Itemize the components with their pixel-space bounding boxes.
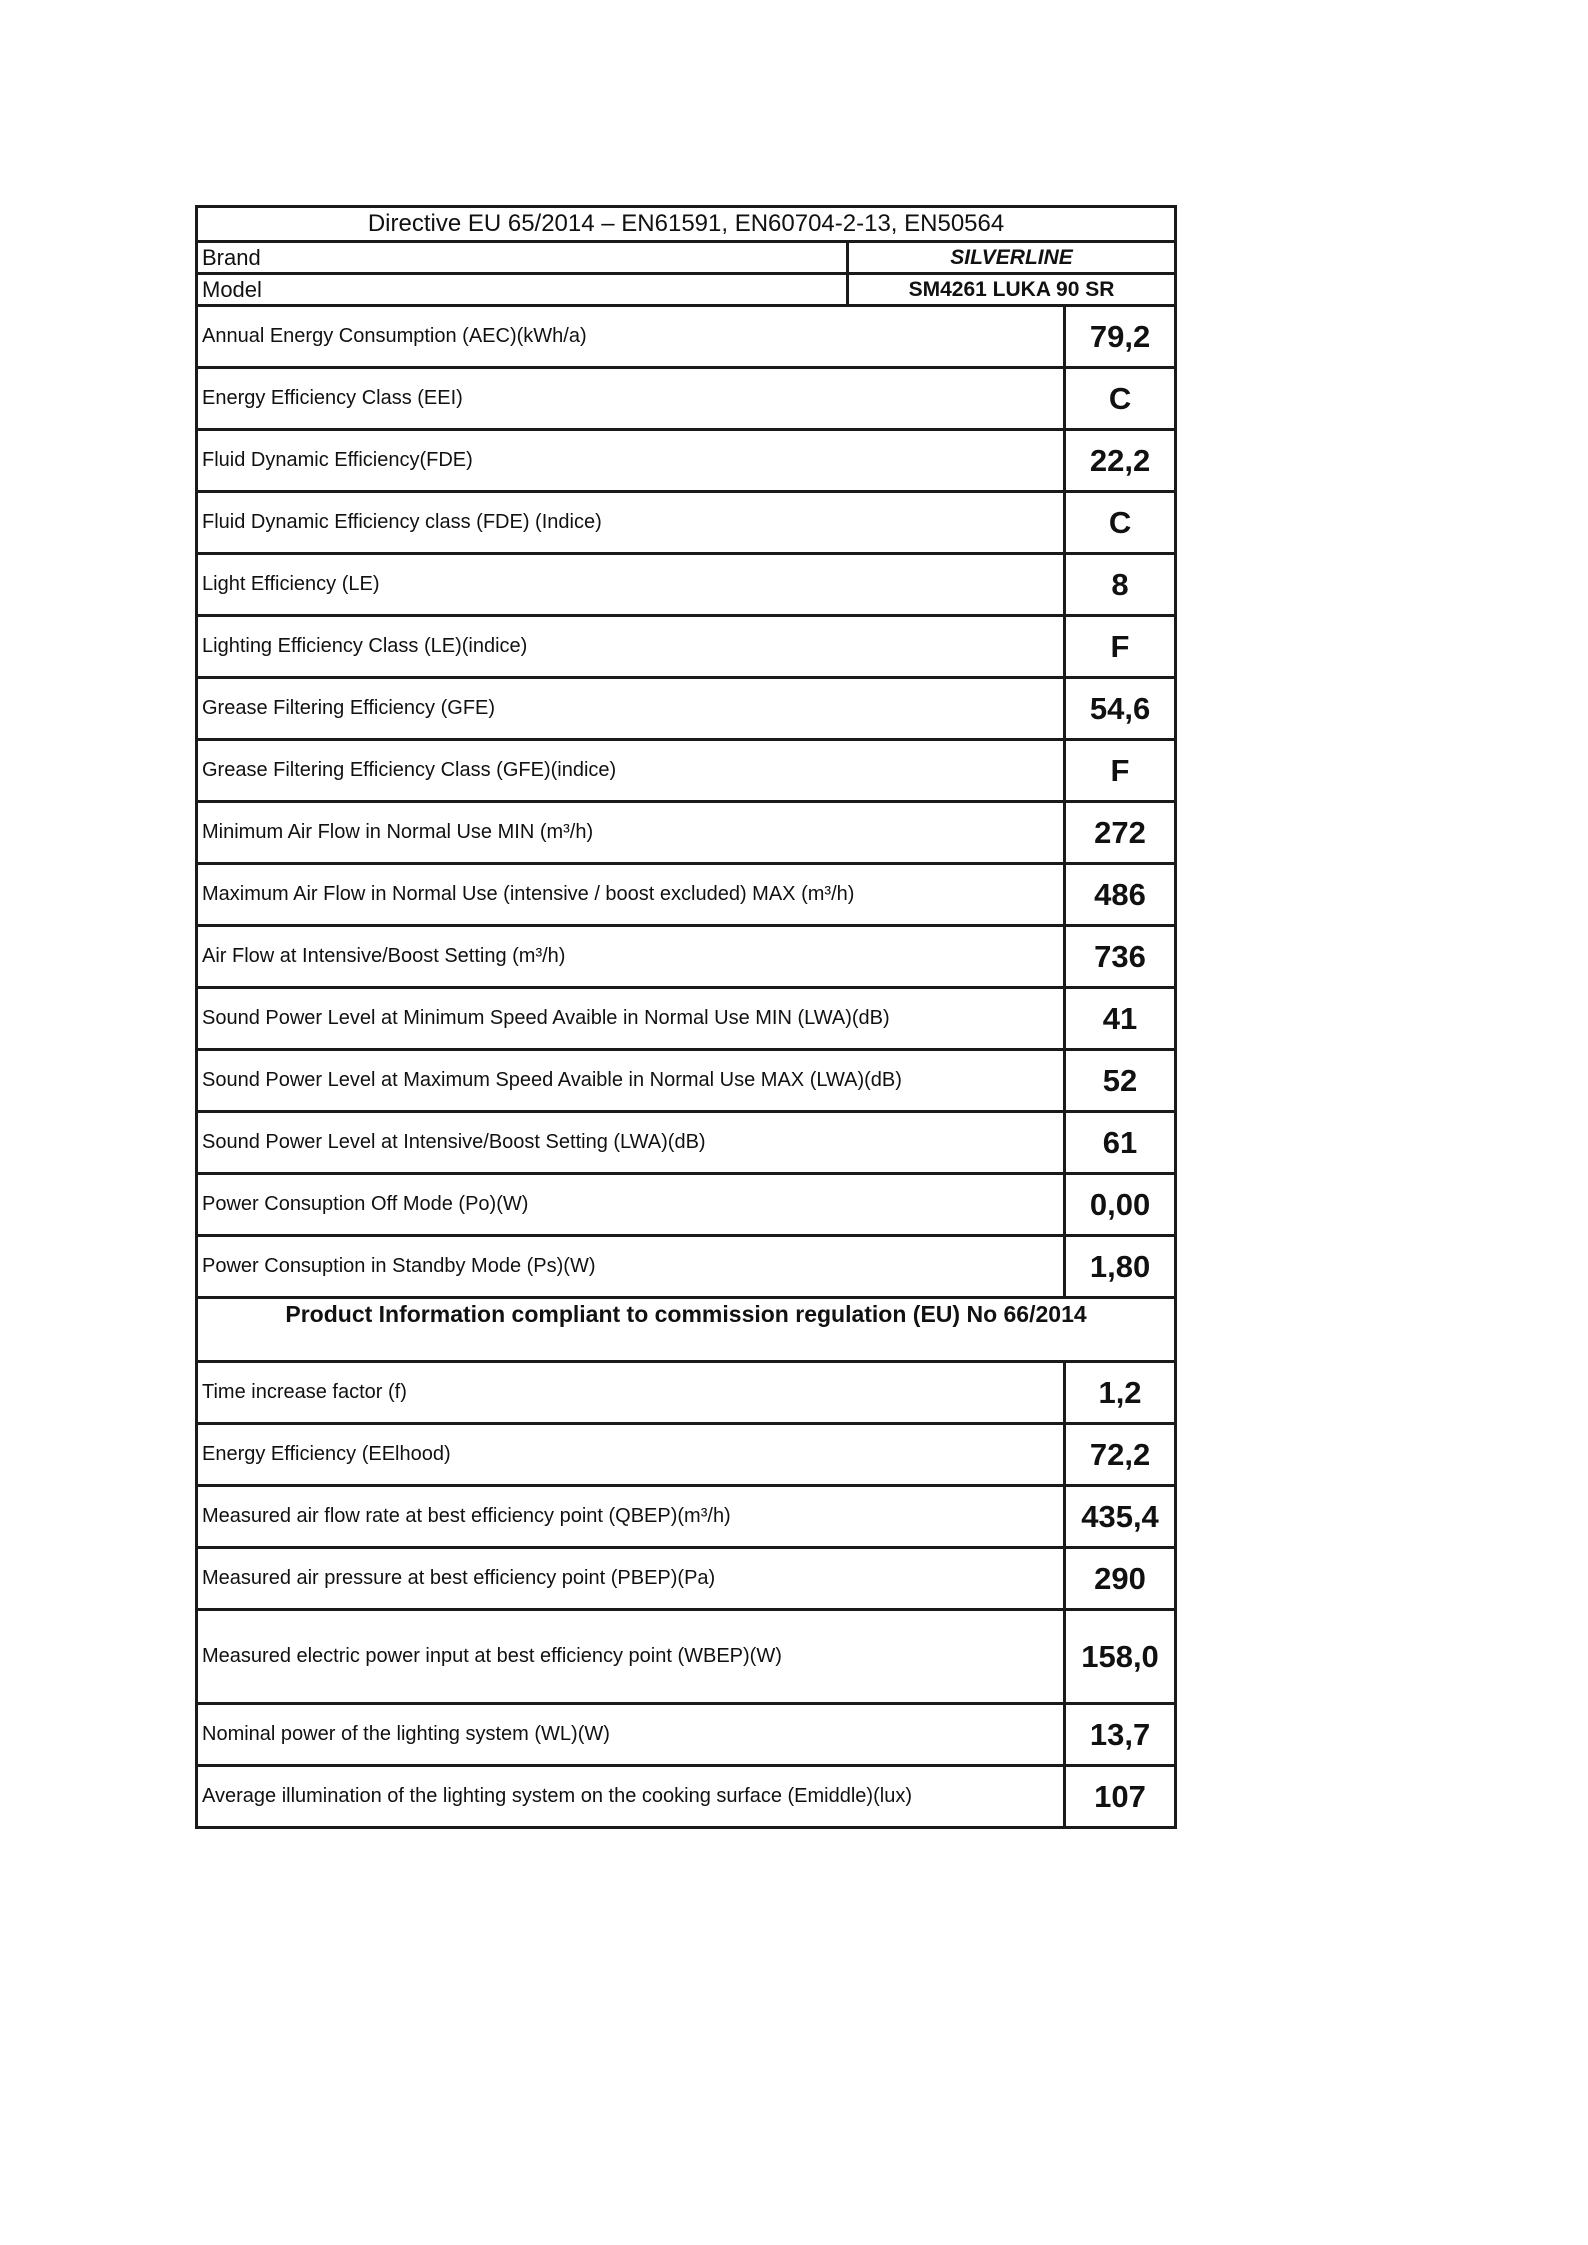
row-value: 107 — [1065, 1766, 1176, 1828]
table-row — [197, 988, 1176, 1050]
row-value: 54,6 — [1065, 678, 1176, 740]
row-label: Sound Power Level at Maximum Speed Avaible in Normal Use MAX (LWA)(dB) — [197, 1050, 1065, 1112]
row-label: Minimum Air Flow in Normal Use MIN (m³/h) — [197, 802, 1065, 864]
row-label: Energy Efficiency (EElhood) — [197, 1424, 1065, 1486]
row-value: 72,2 — [1065, 1424, 1176, 1486]
directive-row — [197, 207, 1176, 242]
row-value: F — [1065, 740, 1176, 802]
table-row — [197, 616, 1176, 678]
table-row — [197, 1050, 1176, 1112]
section-row — [197, 1298, 1176, 1362]
product-info-sheet — [195, 205, 1174, 1829]
row-value: 736 — [1065, 926, 1176, 988]
row-label: Energy Efficiency Class (EEI) — [197, 368, 1065, 430]
brand-label: Brand — [197, 242, 848, 274]
table-row — [197, 430, 1176, 492]
row-value: 22,2 — [1065, 430, 1176, 492]
row-label: Measured air pressure at best efficiency point (PBEP)(Pa) — [197, 1548, 1065, 1610]
row-label: Fluid Dynamic Efficiency class (FDE) (Indice) — [197, 492, 1065, 554]
row-label: Average illumination of the lighting system on the cooking surface (Emiddle)(lux) — [197, 1766, 1065, 1828]
row-label: Sound Power Level at Minimum Speed Avaible in Normal Use MIN (LWA)(dB) — [197, 988, 1065, 1050]
table-row — [197, 1424, 1176, 1486]
table-row — [197, 740, 1176, 802]
model-row — [197, 274, 1176, 306]
row-label: Air Flow at Intensive/Boost Setting (m³/h) — [197, 926, 1065, 988]
row-value: 61 — [1065, 1112, 1176, 1174]
table-row — [197, 1486, 1176, 1548]
row-label: Fluid Dynamic Efficiency(FDE) — [197, 430, 1065, 492]
table-row — [197, 1766, 1176, 1828]
table-row — [197, 802, 1176, 864]
table-row — [197, 1548, 1176, 1610]
row-value: 52 — [1065, 1050, 1176, 1112]
table-row — [197, 368, 1176, 430]
row-label: Measured air flow rate at best efficiency point (QBEP)(m³/h) — [197, 1486, 1065, 1548]
row-value: 8 — [1065, 554, 1176, 616]
row-value: 0,00 — [1065, 1174, 1176, 1236]
row-label: Light Efficiency (LE) — [197, 554, 1065, 616]
row-value: F — [1065, 616, 1176, 678]
model-label: Model — [197, 274, 848, 306]
row-value: 158,0 — [1065, 1610, 1176, 1704]
row-label: Lighting Efficiency Class (LE)(indice) — [197, 616, 1065, 678]
row-label: Power Consuption Off Mode (Po)(W) — [197, 1174, 1065, 1236]
table-row — [197, 306, 1176, 368]
row-label: Time increase factor (f) — [197, 1362, 1065, 1424]
directive-title: Directive EU 65/2014 – EN61591, EN60704-2-13, EN50564 — [197, 207, 1176, 242]
table-row — [197, 492, 1176, 554]
model-value: SM4261 LUKA 90 SR — [848, 274, 1176, 306]
row-value: 13,7 — [1065, 1704, 1176, 1766]
table-row — [197, 1236, 1176, 1298]
table-row — [197, 1362, 1176, 1424]
row-label: Sound Power Level at Intensive/Boost Setting (LWA)(dB) — [197, 1112, 1065, 1174]
section-title: Product Information compliant to commission regulation (EU) No 66/2014 — [197, 1298, 1176, 1362]
row-value: 272 — [1065, 802, 1176, 864]
row-label: Measured electric power input at best efficiency point (WBEP)(W) — [197, 1610, 1065, 1704]
row-value: 41 — [1065, 988, 1176, 1050]
row-label: Grease Filtering Efficiency (GFE) — [197, 678, 1065, 740]
row-value: C — [1065, 368, 1176, 430]
table-row — [197, 554, 1176, 616]
row-value: 1,80 — [1065, 1236, 1176, 1298]
table-row — [197, 678, 1176, 740]
row-label: Annual Energy Consumption (AEC)(kWh/a) — [197, 306, 1065, 368]
row-label: Nominal power of the lighting system (WL)(W) — [197, 1704, 1065, 1766]
table-row — [197, 1704, 1176, 1766]
row-value: 1,2 — [1065, 1362, 1176, 1424]
row-value: C — [1065, 492, 1176, 554]
row-label: Maximum Air Flow in Normal Use (intensive / boost excluded) MAX (m³/h) — [197, 864, 1065, 926]
row-value: 290 — [1065, 1548, 1176, 1610]
row-label: Power Consuption in Standby Mode (Ps)(W) — [197, 1236, 1065, 1298]
table-row — [197, 1112, 1176, 1174]
row-value: 435,4 — [1065, 1486, 1176, 1548]
brand-row — [197, 242, 1176, 274]
brand-value: SILVERLINE — [848, 242, 1176, 274]
table-row — [197, 864, 1176, 926]
row-label: Grease Filtering Efficiency Class (GFE)(indice) — [197, 740, 1065, 802]
table-row — [197, 926, 1176, 988]
row-value: 486 — [1065, 864, 1176, 926]
row-value: 79,2 — [1065, 306, 1176, 368]
product-info-table — [195, 205, 1177, 1829]
table-row — [197, 1174, 1176, 1236]
table-row — [197, 1610, 1176, 1704]
